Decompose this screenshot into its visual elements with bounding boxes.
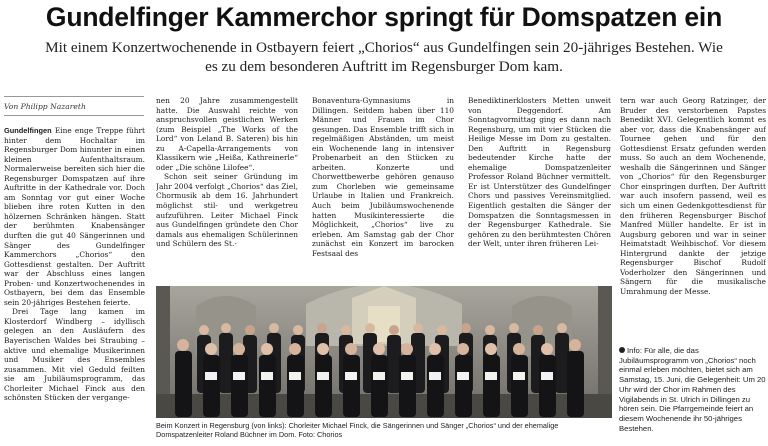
paragraph: Gundelfingen Eine enge Treppe führt hinter dem Hochaltar im Regensburger Dom hinunter in einen kleinen Aufenthaltsraum. Normalerweise bereiten sich hier die Regensburger Domspatzen auf ihre Auftritte in der Kathedrale vor. Doch am Sonntag vor gut einer Woche blieben ihre roten Kutten in den hölzernen Schränken hängen. Statt der berühmten Knabensänger durften die gut 40 Sängerinnen und Sänger des Gundelfinger Kammerchors „Chorios“ den Gottesdienst gestalten. Der Auftritt war der Abschluss eines langen Proben- und Konzertwochenendes in Ostbayern, bei dem das Ensemble sein 20-jähriges Bestehen feierte. <box>4 126 145 307</box>
article-column-4 <box>468 96 611 282</box>
article-column-5 <box>620 96 766 340</box>
article-column-2 <box>156 96 298 282</box>
article-column-3 <box>312 96 454 282</box>
info-box <box>619 346 766 433</box>
byline: Von Philipp Nazareth <box>4 96 144 111</box>
dateline: Gundelfingen <box>4 126 52 135</box>
paragraph: nen 20 Jahre zusammengestellt hatte. Die Auswahl reichte von anspruchsvollen geistlichen Werken (zum Beispiel „The Works of the Lord“ von Leland B. Sateren) bis hin zu A-Capella-Arrangements von Klassikern wie „Heißa, Kathreinerle“ oder „Die schöne Lilofee“. <box>156 96 298 172</box>
paragraph: Benediktinerklosters Metten unweit von Deggendorf. Am Sonntagvormittag ging es dann nach Regensburg, um mit vier Stücken die Heilige Messe im Dom zu gestalten. Den Auftritt in Regensburg bedeutender Kirche hatte der ehemalige Domspatzenleiter Professor Roland Büchner vermittelt. Er ist Unterstützer des Gundelfinger Chors und passives Vereinsmitglied. Eigentlich gestalten die Sänger der Domspatzen die Sonntagsmessen in der Regensburger Kathedrale. Sie gehören zu den berühmtesten Chören der Welt, unter ihren früheren Lei- <box>468 96 611 249</box>
paragraph: Bonaventura-Gymnasiums in Dillingen. Seitdem haben über 110 Männer und Frauen im Chor gesungen. Das Ensemble trifft sich in regelmäßigen Abständen, um meist ein Wochenende lang in intensiver Probenarbeit an den Stücken zu arbeiten. Konzerte und Chorwettbewerbe gehören genauso zum Chorleben wie gemeinsame Urlaube in Italien und Frankreich. Auch beim Jubiläumswochenende hatten Musikinteressierte die Möglichkeit, „Chorios“ live zu erleben. Am Samstag gab der Chor zunächst ein Konzert im barocken Festsaal des <box>312 96 454 258</box>
paragraph: Schon seit seiner Gründung im Jahr 2004 verfolgt „Chorios“ das Ziel, Chormusik ab dem 16. Jahrhundert möglichst stil- und werkgetreu aufzuführen. Leiter Michael Finck aus Gundelfingen gründete den Chor damals aus ehemaligen Schülerinnen und Schülern des St.- <box>156 172 298 249</box>
article-column-1 <box>4 126 145 446</box>
paragraph: Drei Tage lang kamen im Klosterdorf Windberg – idyllisch gelegen an den Ausläufern des Bayerischen Waldes bei Straubing – aktive und ehemalige Musikerinnen und Musiker des Ensembles zusammen. Mit viel Geduld feilten sie am Jubiläumsprogramm, das Chorleiter Michael Finck aus den schönsten Stücken der vergange- <box>4 307 145 403</box>
info-bullet-icon <box>619 347 625 353</box>
choir-photo <box>156 286 612 418</box>
paragraph: tern war auch Georg Ratzinger, der Bruder des verstorbenen Papstes Benedikt XVI. Gelegentlich kommt es aber vor, dass die Knabensänger auf Tournee gehen und für den Gottesdienst Ersatz gefunden werden muss. So auch an dem Wochenende, weshalb die Sängerinnen und Sänger von „Chorios“ für den Regensburger Chor einspringen durften. Der Auftritt war auch insofern passend, weil es sich um einen Gedenkgottesdienst für den früheren Regensburger Bischof Manfred Müller handelte. Er ist in Augsburg geboren und war in seiner Heimatstadt Weihbischof. Vor diesem Hintergrund dankte der jetzige Regensburger Bischof Rudolf Voderholzer den Sängerinnen und Sängern für die musikalische Umrahmung der Messe. <box>620 96 766 296</box>
photo-caption: Beim Konzert in Regensburg (von links): Chorleiter Michael Finck, die Sängerinnen und Sänger „Chorios“ und der ehemalige Domspatzenleiter Roland Büchner im Dom. Foto: Chorios <box>156 421 559 440</box>
info-text: Info: Für alle, die das Jubiläumsprogramm von „Chorios“ noch einmal erleben möchten, bietet sich am Samstag, 15. Juni, die Gelegenheit: Um 20 Uhr wird der Chor im Rahmen des Vigilabends in St. Ulrich in Dillingen zu hören sein. Die Pfarrgemeinde feiert an diesem Wochenende ihr 50-jähriges Bestehen. <box>619 346 766 433</box>
headline: Gundelfinger Kammerchor springt für Domspatzen ein <box>45 2 723 32</box>
subheadline: Mit einem Konzertwochenende in Ostbayern feiert „Chorios“ aus Gundelfingen sein 20-jähriges Bestehen. Wie es zu dem besonderen Auftritt im Regensburger Dom kam. <box>45 39 723 75</box>
